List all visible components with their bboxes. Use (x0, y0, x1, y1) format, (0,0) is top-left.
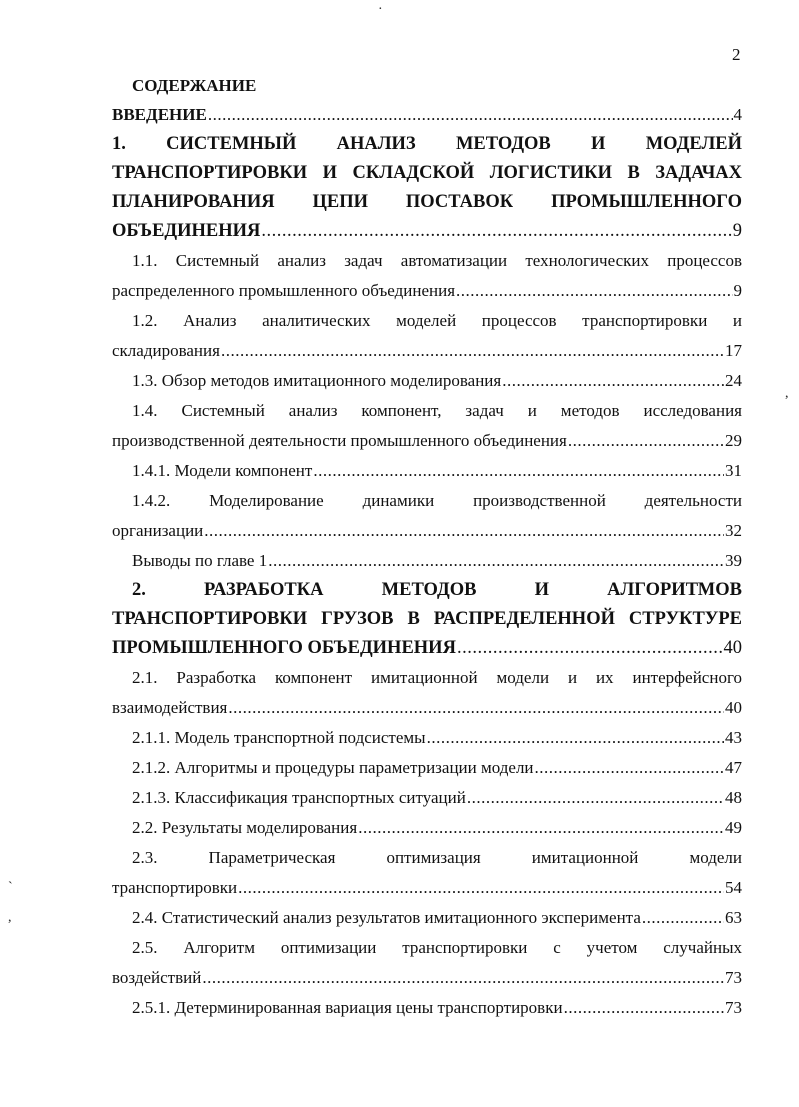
toc-title: СОДЕРЖАНИЕ (132, 76, 257, 95)
toc-entry-2-4[interactable]: 2.4. Статистический анализ результатов имитационного эксперимента ..... 63 (132, 903, 742, 933)
toc-entry-2-3[interactable]: 2.3. Параметрическая оптимизация имитационной модели транспортировки ..... 54 (112, 843, 742, 903)
toc-entry-2-5[interactable]: 2.5. Алгоритм оптимизации транспортировки с учетом случайных воздействий ..... 73 (112, 933, 742, 993)
toc-entry-1-1[interactable]: 1.1. Системный анализ задач автоматизации технологических процессов распределенного промышленного объединения ..... 9 (112, 246, 742, 306)
table-of-contents (112, 72, 742, 1023)
toc-entry-2-1-1[interactable]: 2.1.1. Модель транспортной подсистемы ..... 43 (132, 723, 742, 753)
scan-speck-right: , (785, 386, 789, 401)
toc-entry-chapter-2[interactable]: 2. РАЗРАБОТКА МЕТОДОВ И АЛГОРИТМОВ ТРАНСПОРТИРОВКИ ГРУЗОВ В РАСПРЕДЕЛЕННОЙ СТРУКТУРЕ ПРОМЫШЛЕННОГО ОБЪЕДИНЕНИЯ ..... 40 (112, 576, 742, 663)
toc-entry-intro[interactable]: ВВЕДЕНИЕ ..... 4 (112, 100, 742, 130)
scan-speck-left-1: ` (8, 880, 13, 895)
page-number: 2 (732, 45, 741, 64)
scan-speck-left-2: , (8, 910, 12, 925)
toc-entry-1-4-2[interactable]: 1.4.2. Моделирование динамики производственной деятельности организации ..... 32 (112, 486, 742, 546)
toc-entry-2-1-2[interactable]: 2.1.2. Алгоритмы и процедуры параметризации модели ..... 47 (132, 753, 742, 783)
toc-entry-1-4-1[interactable]: 1.4.1. Модели компонент ..... 31 (132, 456, 742, 486)
toc-entry-2-5-1[interactable]: 2.5.1. Детерминированная вариация цены транспортировки ..... 73 (132, 993, 742, 1023)
scan-speck-top: · (378, 2, 383, 17)
toc-entry-2-2[interactable]: 2.2. Результаты моделирования ..... 49 (132, 813, 742, 843)
toc-entry-1-2[interactable]: 1.2. Анализ аналитических моделей процессов транспортировки и складирования ..... 17 (112, 306, 742, 366)
toc-entry-1-4[interactable]: 1.4. Системный анализ компонент, задач и методов исследования производственной деятельности промышленного объединения ..... 29 (112, 396, 742, 456)
toc-entry-2-1[interactable]: 2.1. Разработка компонент имитационной модели и их интерфейсного взаимодействия ..... 40 (112, 663, 742, 723)
toc-entry-chapter-1[interactable]: 1. СИСТЕМНЫЙ АНАЛИЗ МЕТОДОВ И МОДЕЛЕЙ ТРАНСПОРТИРОВКИ И СКЛАДСКОЙ ЛОГИСТИКИ В ЗАДАЧАХ ПЛАНИРОВАНИЯ ЦЕПИ ПОСТАВОК ПРОМЫШЛЕННОГО ОБЪЕДИНЕНИЯ ..... 9 (112, 130, 742, 246)
toc-entry-conclusions-1[interactable]: Выводы по главе 1 ..... 39 (132, 546, 742, 576)
toc-entry-2-1-3[interactable]: 2.1.3. Классификация транспортных ситуаций ..... 48 (132, 783, 742, 813)
toc-entry-1-3[interactable]: 1.3. Обзор методов имитационного моделирования ..... 24 (132, 366, 742, 396)
